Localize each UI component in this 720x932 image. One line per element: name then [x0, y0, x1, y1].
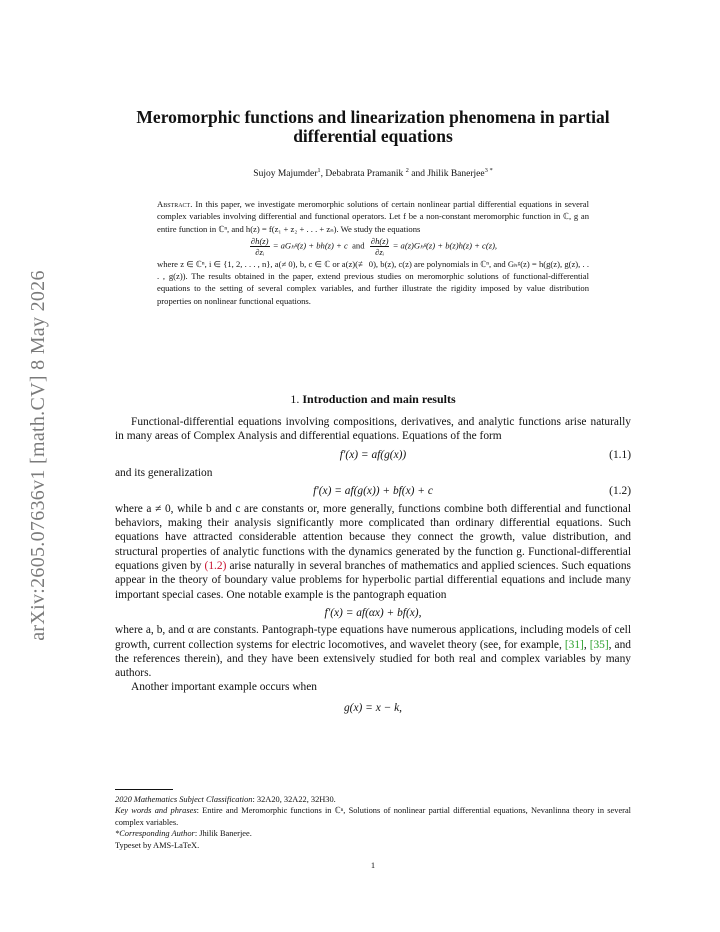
- abstract: [157, 198, 589, 307]
- paragraph-2: and its generalization: [115, 466, 213, 479]
- shift-equation: g(x) = x − k,: [343, 701, 403, 714]
- footnote-keywords-value: : Entire and Meromorphic functions in ℂⁿ, Solutions of nonlinear partial differential equations, Nevanlinna theory in several complex variables.: [115, 806, 632, 827]
- equation-1-1-formula: f′(x) = af(g(x)): [339, 448, 407, 461]
- author-line: Sujoy Majumder$^1$, Debabrata Pramanik $^2$ and Jhilik Banerjee$^{3 *}$: [253, 167, 493, 180]
- equation-1-1: [115, 444, 631, 466]
- paragraph-4-text-b: , and the references therein), and they have been extensively studied for both real and complex variables by many authors.: [115, 638, 631, 680]
- abstract-eq-right-denominator: ∂zᵢ: [375, 246, 385, 257]
- footnote-corresponding-value: : Jhilik Banerjee.: [194, 829, 252, 839]
- body-text: [115, 415, 631, 718]
- equation-1-2-formula: f′(x) = af(g(x)) + bf(x) + c: [313, 484, 433, 497]
- paragraph-4-text-a: where a, b, and α are constants. Pantograph-type equations have numerous applications, including models of cell growth, current collection systems for electric locomotives, and wavelet theory (see, for example,: [115, 624, 631, 651]
- section-number: 1.: [290, 392, 300, 406]
- paragraph-3: [115, 502, 631, 602]
- footnote-keywords-label: Key words and phrases: [115, 806, 197, 816]
- footnote-rule: [115, 789, 173, 790]
- footnote-typeset: Typeset by AMS-LaTeX.: [115, 840, 200, 850]
- citation-link-31[interactable]: [31]: [564, 638, 584, 651]
- paragraph-5: Another important example occurs when: [131, 681, 317, 694]
- author-3-sup: 3 *: [484, 167, 493, 174]
- author-2-sup: 2: [405, 167, 409, 174]
- abstract-eq-right-frac: [370, 236, 390, 257]
- footnote-msc-value: : 32A20, 32A22, 32H30.: [252, 795, 336, 804]
- footnote-corresponding: [115, 828, 631, 839]
- paragraph-3-text-b: arise naturally in several branches of mathematics and applied sciences. Such equations appear in the theory of boundary value problems for hyperbolic partial differential equations and include many important special cases. One notable example is the pantograph equation: [115, 560, 631, 601]
- paper-title: Meromorphic functions and linearization phenomena in partial differential equations: [136, 107, 610, 146]
- page-number: 1: [370, 860, 376, 870]
- abstract-text-2: where z ∈ ℂⁿ, i ∈ {1, 2, . . . , n}, a(≠ 0), b, c ∈ ℂ or a(z)(≢ 0), b(z), c(z) are polynomials in ℂⁿ, and Gₕᵍ(z) = h(g(z), g(z), . . . , g(z)). The results obtained in the paper, extend previous studies on meromorphic solutions of functional-differential equations to the setting of several complex variables, and further illustrate the rigidity imposed by value distribution properties on nonlinear functional equations.: [157, 258, 589, 306]
- footnote-msc-label: 2020 Mathematics Subject Classification: [115, 795, 253, 804]
- abstract-eq-right-rhs: = a(z)Gₕᵍ(z) + b(z)h(z) + c(z),: [392, 240, 498, 251]
- author-2: Debabrata Pramanik: [325, 169, 404, 180]
- abstract-eq-left-rhs: = aGₕᵍ(z) + bh(z) + c: [272, 240, 348, 251]
- footnotes: [115, 794, 631, 851]
- citation-separator: ,: [583, 638, 590, 651]
- author-3: Jhilik Banerjee: [427, 169, 485, 180]
- paragraph-4: [115, 623, 631, 680]
- author-1: Sujoy Majumder: [253, 169, 318, 180]
- abstract-eq-left-frac: [250, 236, 270, 257]
- arxiv-stamp-text: arXiv:2605.07636v1 [math.CV] 8 May 2026: [26, 269, 49, 641]
- abstract-eq-left-numerator: ∂h(z): [250, 235, 269, 246]
- equation-1-2: [115, 480, 631, 502]
- abstract-eq-left-denominator: ∂zᵢ: [255, 246, 265, 257]
- citation-link-35[interactable]: [35]: [589, 638, 609, 651]
- author-1-sup: 1: [317, 167, 321, 174]
- footnote-corresponding-label: *Corresponding Author: [115, 829, 195, 839]
- abstract-equations: [157, 236, 589, 257]
- footnote-keywords: [115, 805, 631, 828]
- section-heading: [115, 392, 631, 407]
- equation-1-1-number: (1.1): [609, 448, 631, 461]
- equation-1-2-number: (1.2): [609, 484, 631, 497]
- paragraph-3-text-a: where a ≠ 0, while b and c are constants or, more generally, functions combine both differential and functional behaviors, making their analysis significantly more complicated than ordinary differential equations. Such equations have attracted considerable attention because they connect the growth, value distribution, and structural properties of analytic functions with the dynamics generated by the function g. Functional-differential equations given by: [115, 502, 631, 573]
- section-title: Introduction and main results: [302, 392, 456, 406]
- arxiv-stamp: [18, 250, 58, 660]
- abstract-eq-and: and: [352, 240, 365, 251]
- paragraph-1: Functional-differential equations involving compositions, derivatives, and analytic functions arise naturally in many areas of Complex Analysis and differential equations. Equations of the form: [115, 416, 631, 443]
- abstract-label: Abstract.: [157, 199, 193, 209]
- footnote-msc: [115, 794, 631, 805]
- equation-ref-link[interactable]: (1.2): [204, 560, 227, 573]
- abstract-text-1: In this paper, we investigate meromorphic solutions of certain nonlinear partial differential equations in several complex variables involving differential and functional operators. Let f be a non-constant meromorphic function in ℂ, g an entire function in ℂⁿ, and h(z) = f(z₁ + z₂ + . . . + zₙ). We study the equations: [157, 199, 589, 234]
- abstract-eq-right-numerator: ∂h(z): [370, 235, 389, 246]
- pantograph-equation: f′(x) = af(αx) + bf(x),: [324, 606, 422, 619]
- author-and: and: [411, 169, 425, 180]
